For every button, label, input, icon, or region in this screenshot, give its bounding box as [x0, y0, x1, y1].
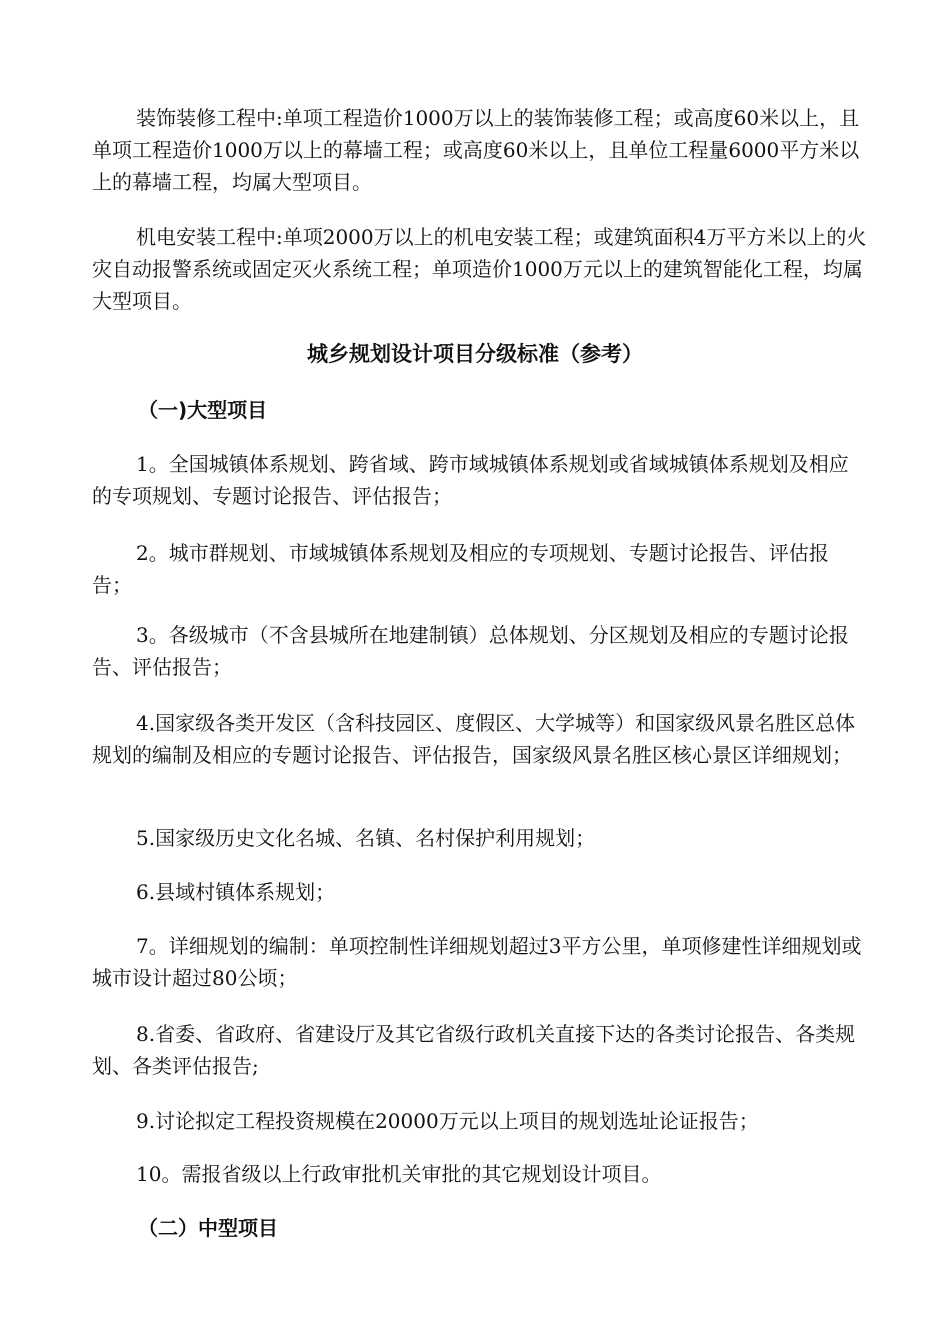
section-heading: 城乡规划设计项目分级标准（参考） — [307, 342, 643, 366]
list-item: 1。全国城镇体系规划、跨省域、跨市域城镇体系规划或省域城镇体系规划及相应的专项规划、专题讨论报告、评估报告； — [92, 452, 849, 508]
list-item: 8.省委、省政府、省建设厅及其它省级行政机关直接下达的各类讨论报告、各类规划、各类评估报告; — [92, 1022, 856, 1078]
list-item: 4.国家级各类开发区（含科技园区、度假区、大学城等）和国家级风景名胜区总体规划的编制及相应的专题讨论报告、评估报告，国家级风景名胜区核心景区详细规划； — [92, 711, 856, 767]
list-item: 5.国家级历史文化名城、名镇、名村保护利用规划； — [136, 826, 596, 850]
paragraph-decoration: 装饰装修工程中:单项工程造价1000万以上的装饰装修工程；或高度60米以上，且单项工程造价1000万以上的幕墙工程；或高度60米以上，且单位工程量6000平方米以上的幕墙工程，均属大型项目。 — [92, 106, 860, 194]
subheading-large-projects: （一)大型项目 — [138, 398, 268, 422]
list-item: 7。详细规划的编制：单项控制性详细规划超过3平方公里，单项修建性详细规划或城市设计超过80公顷； — [92, 934, 862, 990]
paragraph-electromechanical: 机电安装工程中:单项2000万以上的机电安装工程；或建筑面积4万平方米以上的火灾自动报警系统或固定灭火系统工程；单项造价1000万元以上的建筑智能化工程，均属大型项目。 — [92, 225, 867, 313]
list-item: 10。需报省级以上行政审批机关审批的其它规划设计项目。 — [136, 1162, 662, 1186]
subheading-medium-projects: （二）中型项目 — [138, 1216, 278, 1240]
list-item: 9.讨论拟定工程投资规模在20000万元以上项目的规划选址论证报告； — [136, 1109, 759, 1133]
list-item: 6.县域村镇体系规划； — [136, 880, 336, 904]
list-item: 2。城市群规划、市域城镇体系规划及相应的专项规划、专题讨论报告、评估报告； — [92, 541, 829, 597]
list-item: 3。各级城市（不含县城所在地建制镇）总体规划、分区规划及相应的专题讨论报告、评估报告； — [92, 623, 849, 679]
